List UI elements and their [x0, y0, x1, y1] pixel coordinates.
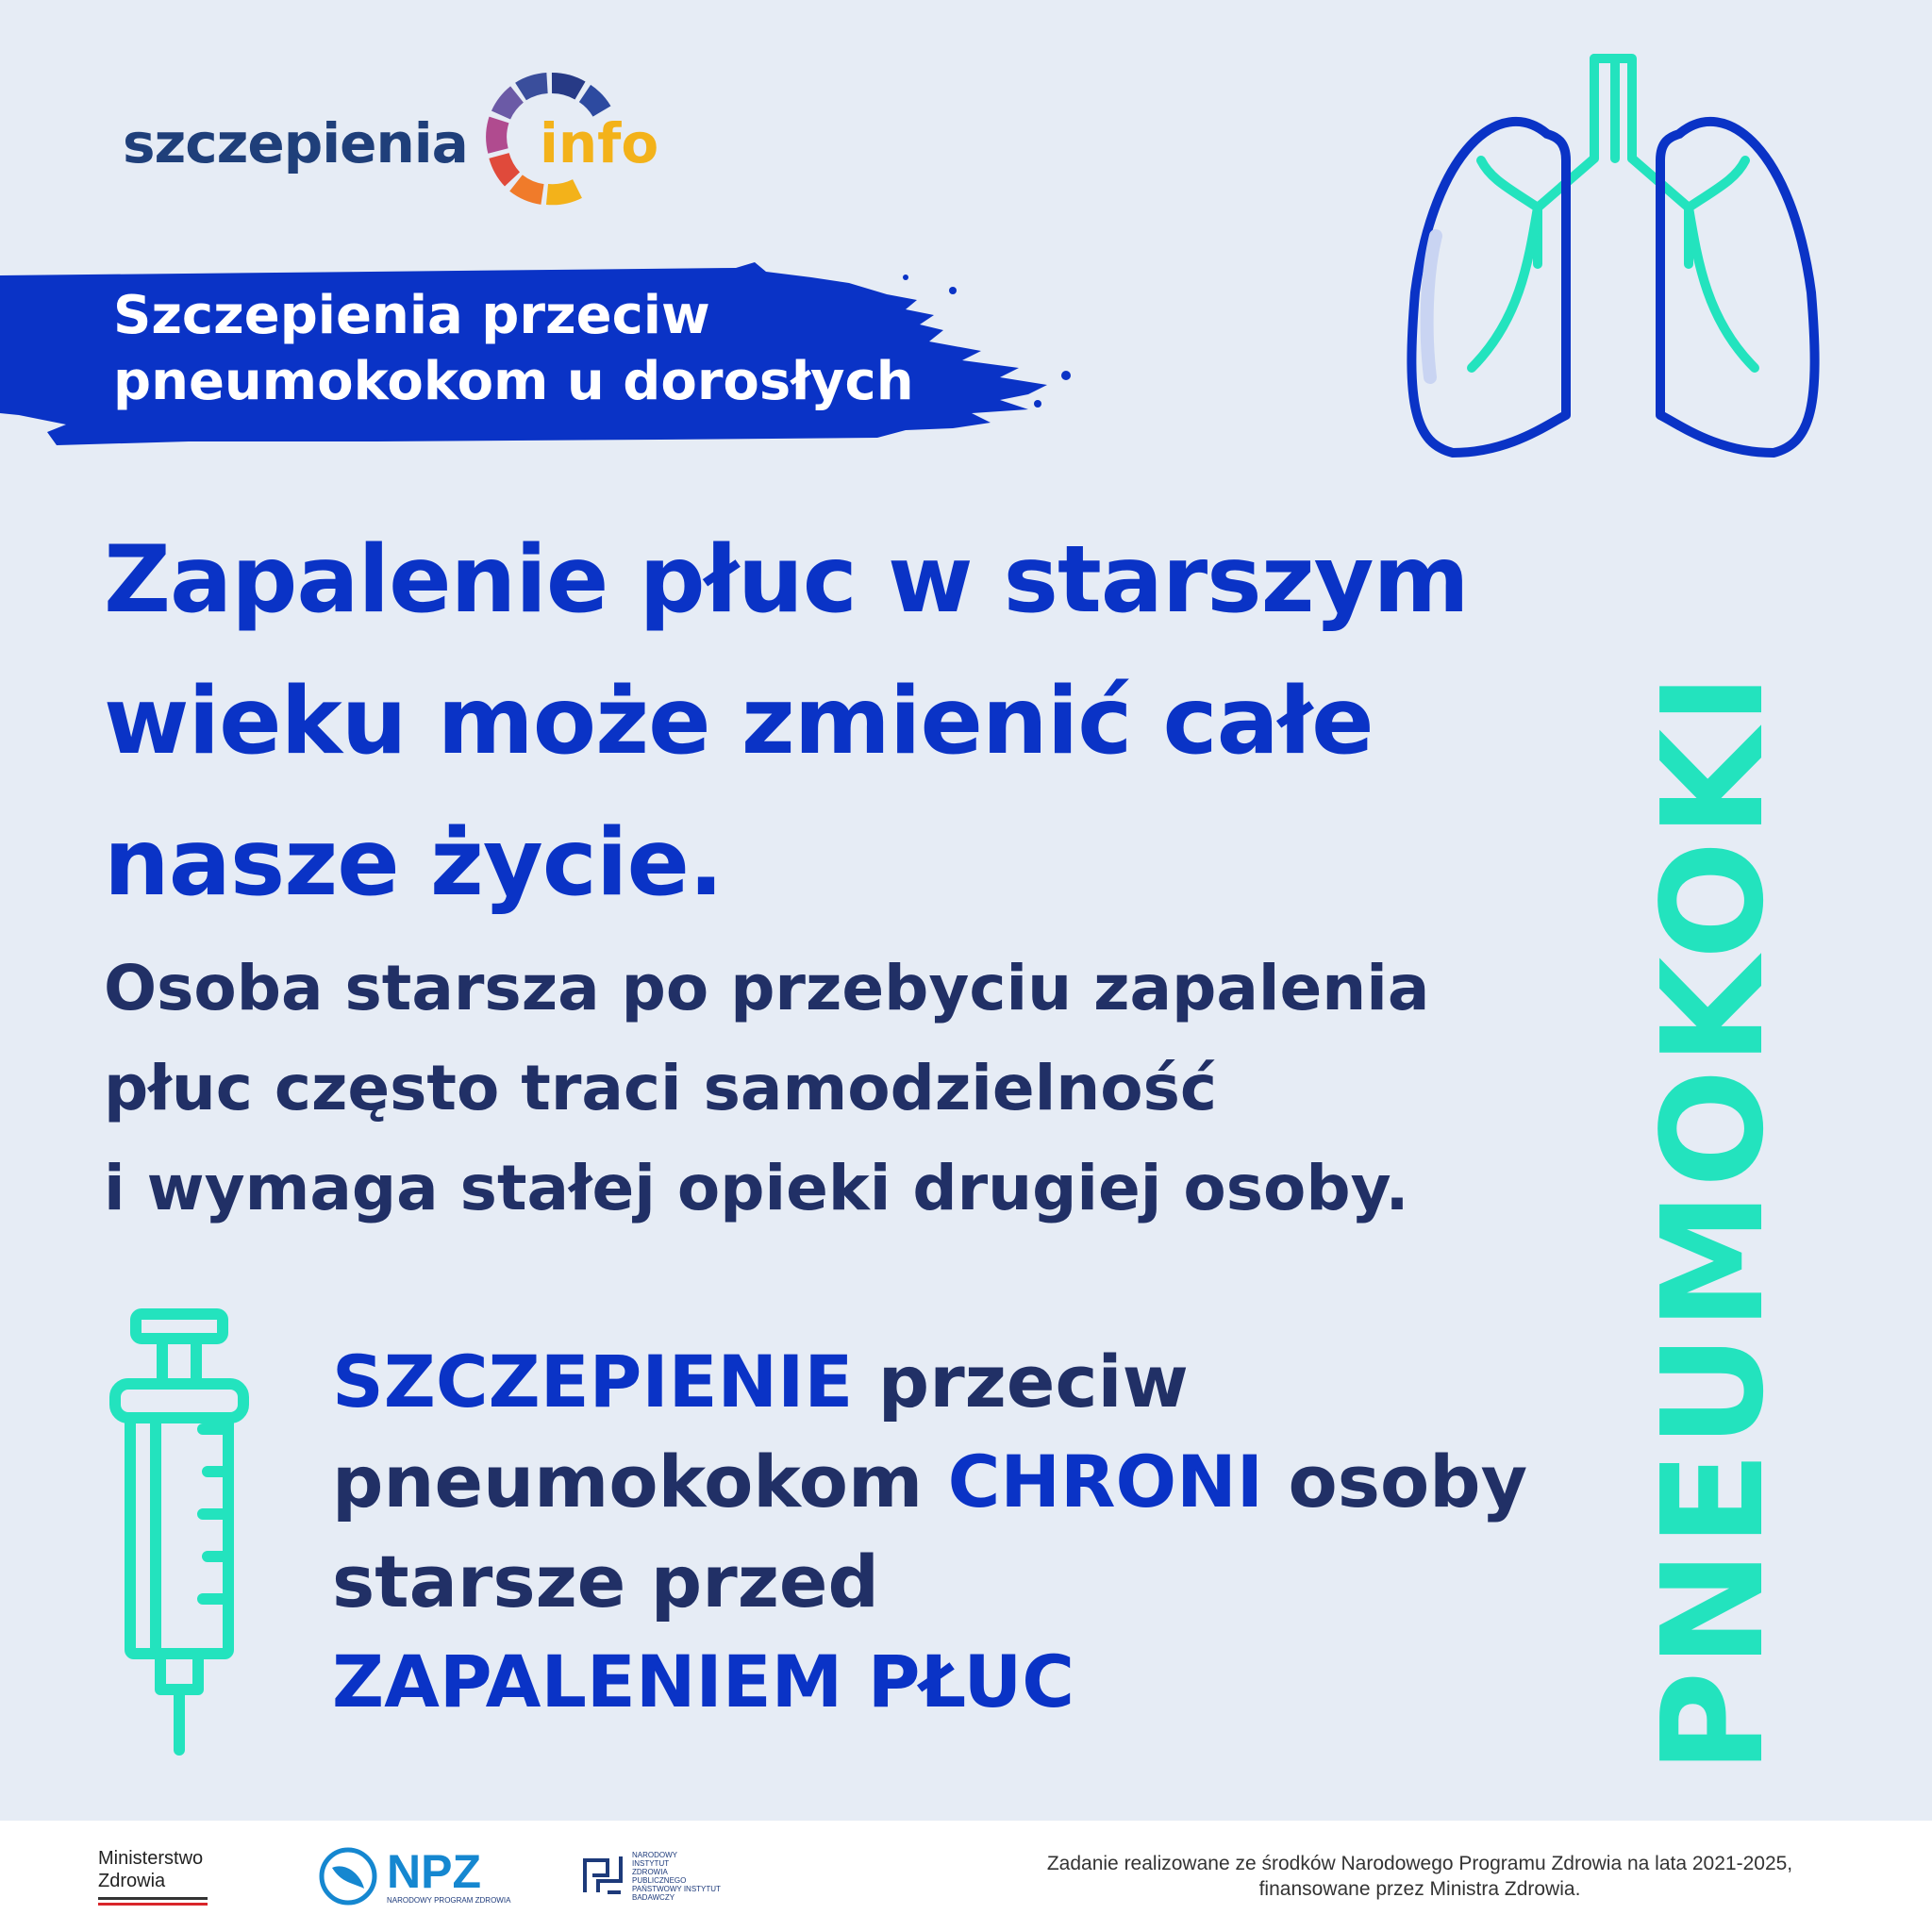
headline-line3: nasze życie.: [104, 809, 724, 917]
body-paragraph: [104, 939, 1632, 1239]
callout-line1: [332, 1332, 1653, 1432]
headline: [104, 509, 1632, 934]
ministry-logo-stripe-red: [98, 1903, 208, 1906]
funding-line2: finansowane przez Ministra Zdrowia.: [1258, 1878, 1581, 1900]
callout-line2: [332, 1432, 1653, 1532]
syringe-icon: [104, 1307, 255, 1759]
headline-line2: wieku może zmienić całe: [104, 668, 1374, 775]
banner-title-line2: pneumokokom u dorosłych: [113, 351, 914, 412]
lungs-icon: [1396, 47, 1830, 472]
npz-logo-icon: [319, 1847, 377, 1906]
funding-line1: Zadanie realizowane ze środków Narodowego Programu Zdrowia na lata 2021-2025,: [1046, 1853, 1793, 1874]
nizp-logo-text: NARODOWY INSTYTUT ZDROWIA PUBLICZNEGO PAŃSTWOWY INSTYTUT BADAWCZY: [632, 1851, 721, 1902]
banner-title-line1: Szczepienia przeciw: [113, 285, 710, 346]
body-line1: Osoba starsza po przebyciu zapalenia: [104, 952, 1430, 1024]
banner-title: [113, 283, 914, 415]
headline-line1: Zapalenie płuc w starszym: [104, 526, 1469, 634]
logo-wordmark: szczepienia: [123, 111, 468, 175]
body-line3: i wymaga stałej opieki drugiej osoby.: [104, 1152, 1409, 1224]
callout-highlight-protects: CHRONI: [947, 1440, 1264, 1523]
nizp-logo-icon: [579, 1851, 626, 1898]
npz-logo-subtitle: NARODOWY PROGRAM ZDROWIA: [387, 1896, 511, 1905]
callout-text-persons: osoby: [1263, 1440, 1528, 1523]
callout-text-pneumococci: pneumokokom: [332, 1440, 948, 1523]
ministry-logo-stripe-dark: [98, 1897, 208, 1900]
ministry-logo-text: Ministerstwo Zdrowia: [98, 1848, 204, 1891]
callout-text-against: przeciw: [853, 1340, 1189, 1423]
npz-logo-text: NPZ: [387, 1845, 481, 1898]
body-line2: płuc często traci samodzielność: [104, 1052, 1217, 1124]
callout-text: [332, 1332, 1653, 1732]
callout-highlight-vaccination: SZCZEPIENIE: [332, 1340, 854, 1423]
callout-highlight-pneumonia: ZAPALENIEM PŁUC: [332, 1640, 1074, 1723]
callout-line3: starsze przed: [332, 1540, 879, 1623]
funding-note: [1019, 1851, 1821, 1902]
logo-info-text: info: [540, 111, 659, 175]
side-label-vertical: PNEUMOKOKI: [1632, 669, 1794, 1773]
